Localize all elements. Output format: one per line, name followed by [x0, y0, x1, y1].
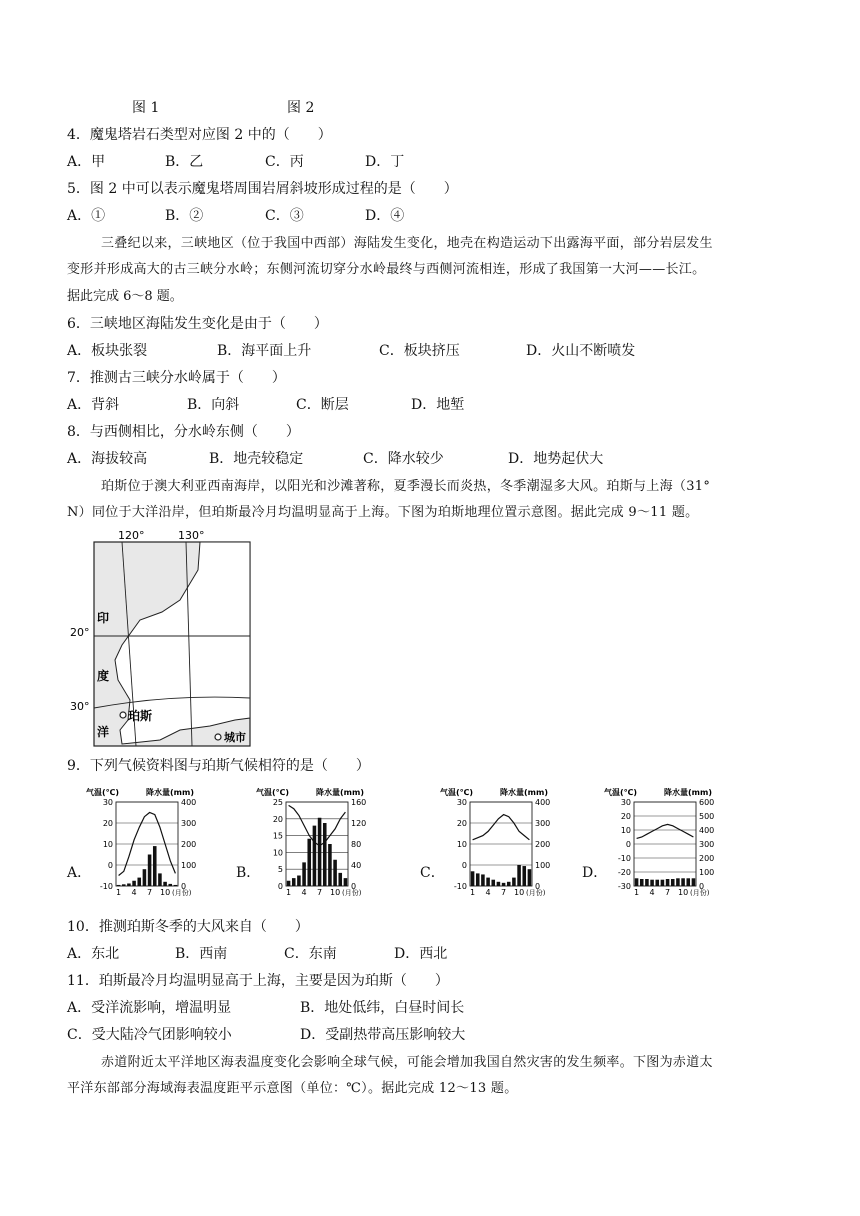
option-d[interactable]: D．丁: [365, 154, 405, 170]
figure-caption-2: 图 2: [287, 100, 315, 116]
option-d[interactable]: D．受副热带高压影响较大: [300, 1027, 466, 1043]
passage-1-line-1: 三叠纪以来，三峡地区（位于我国中西部）海陆发生变化，地壳在构造运动下出露海平面，部分岩层发生: [101, 236, 713, 251]
option-b[interactable]: B．乙: [165, 154, 204, 170]
precip-bar: [148, 855, 152, 887]
precip-bar: [522, 866, 526, 886]
option-d[interactable]: D．地堑: [411, 397, 465, 413]
precip-axis-title: 降水量(mm): [500, 788, 548, 797]
temp-tick-label: -10: [453, 882, 467, 891]
option-c[interactable]: C．③: [265, 208, 304, 224]
precip-bar: [661, 880, 665, 886]
perth-location-map: [70, 530, 270, 748]
precip-bar: [686, 878, 690, 886]
precip-bar: [287, 881, 291, 886]
precip-bar: [127, 883, 131, 886]
lat-label-30: 30°: [70, 700, 90, 713]
option-a[interactable]: A．东北: [67, 946, 120, 962]
precip-bar: [645, 879, 649, 886]
precip-bar: [328, 844, 332, 886]
passage-3-line-1: 赤道附近太平洋地区海表温度变化会影响全球气候，可能会增加我国自然灾害的发生频率。下图为赤道太: [101, 1055, 713, 1070]
precip-tick-label: 200: [181, 840, 197, 849]
temp-tick-label: -30: [617, 882, 631, 891]
temperature-line: [473, 815, 530, 840]
option-d[interactable]: D．④: [365, 208, 405, 224]
question-8-options: [67, 449, 603, 469]
month-tick-label: 7: [147, 888, 153, 897]
precip-bar: [491, 880, 495, 886]
precip-tick-label: 160: [351, 798, 367, 807]
month-tick-label: 4: [485, 888, 491, 897]
precip-tick-label: 100: [181, 861, 197, 870]
climate-chart-c[interactable]: [440, 786, 572, 898]
question-6-stem: 6．三峡地区海陆发生变化是由于（ ）: [67, 316, 328, 332]
precip-bar: [676, 878, 680, 886]
passage-1-line-3: 据此完成 6～8 题。: [67, 289, 183, 304]
month-tick-label: 1: [286, 888, 292, 897]
figure-caption-1: 图 1: [132, 100, 160, 116]
ocean-label-yin: 印: [97, 611, 110, 625]
precip-tick-label: 400: [181, 798, 197, 807]
option-a[interactable]: A．背斜: [67, 397, 120, 413]
precip-bar: [692, 878, 696, 886]
temp-tick-label: -10: [617, 854, 631, 863]
question-11-options-row-2: [67, 1025, 465, 1045]
temperature-line: [637, 824, 694, 838]
option-a[interactable]: A．板块张裂: [67, 343, 148, 359]
temp-tick-label: 15: [272, 831, 283, 841]
perth-city-label: 珀斯: [128, 709, 153, 723]
precip-tick-label: 300: [181, 819, 197, 828]
precip-bar: [666, 879, 670, 886]
city-legend-icon: [215, 734, 221, 740]
precip-tick-label: 300: [535, 819, 551, 828]
passage-2-line-1: 珀斯位于澳大利亚西南海岸，以阳光和沙滩著称，夏季漫长而炎热，冬季潮湿多大风。珀斯与上海（31°: [101, 479, 711, 494]
month-tick-label: 10: [677, 888, 689, 897]
option-d[interactable]: D．火山不断喷发: [526, 343, 636, 359]
precip-axis-title: 降水量(mm): [316, 788, 364, 797]
passage-2-line-2: N）同位于大洋沿岸，但珀斯最冷月均温明显高于上海。下图为珀斯地理位置示意图。据此完成 9～11 题。: [67, 505, 699, 520]
passage-1-line-2: 变形并形成高大的古三峡分水岭；东侧河流切穿分水岭最终与西侧河流相连，形成了我国第一大河——长江。: [67, 262, 706, 277]
option-a-letter[interactable]: A．: [67, 865, 92, 881]
question-5-options: [67, 206, 404, 226]
precip-tick-label: 0: [699, 882, 705, 891]
month-tick-label: 1: [634, 888, 640, 897]
month-axis-label: (月份): [172, 889, 192, 897]
precip-bar: [476, 873, 480, 886]
temp-tick-label: 0: [461, 861, 467, 870]
precip-bar: [318, 818, 322, 886]
precip-bar: [471, 871, 475, 886]
perth-city-marker: [120, 712, 126, 718]
precip-tick-label: 40: [351, 861, 362, 870]
month-tick-label: 7: [317, 888, 323, 897]
temp-axis-title: 气温(℃): [256, 788, 289, 797]
option-b-letter[interactable]: B．: [236, 865, 261, 881]
precip-bar: [168, 884, 172, 886]
precip-bar: [671, 879, 675, 886]
temp-tick-label: 30: [620, 798, 631, 807]
temp-tick-label: 20: [456, 819, 467, 828]
climate-chart-b[interactable]: [256, 786, 388, 898]
precip-bar: [163, 882, 167, 886]
month-tick-label: 4: [301, 888, 307, 897]
precip-tick-label: 100: [535, 861, 551, 870]
precip-bar: [481, 874, 485, 886]
temp-tick-label: 20: [102, 819, 113, 828]
climate-chart-d[interactable]: [604, 786, 736, 898]
month-tick-label: 10: [159, 888, 171, 897]
option-b[interactable]: B．海平面上升: [217, 343, 312, 359]
precip-bar: [122, 884, 126, 886]
precip-bar: [313, 826, 317, 886]
lon-label-130: 130°: [178, 530, 205, 542]
option-b[interactable]: B．②: [165, 208, 204, 224]
precip-tick-label: 400: [699, 826, 715, 835]
temp-tick-label: 5: [277, 865, 283, 875]
option-b[interactable]: B．西南: [175, 946, 228, 962]
precip-bar: [132, 881, 136, 886]
ocean-label-du: 度: [97, 669, 110, 683]
precip-bar: [528, 869, 532, 886]
precip-bar: [117, 885, 121, 886]
option-a[interactable]: A．受洋流影响，增温明显: [67, 1000, 232, 1016]
ocean-label-yang: 洋: [97, 725, 110, 739]
month-axis-label: (月份): [526, 889, 546, 897]
temp-tick-label: 30: [102, 798, 113, 807]
option-d-letter[interactable]: D．: [582, 865, 608, 881]
question-7-options: [67, 395, 464, 415]
month-tick-label: 10: [329, 888, 341, 897]
question-10-options: [67, 944, 447, 964]
temp-axis-title: 气温(℃): [86, 788, 119, 797]
precip-bar: [640, 879, 644, 886]
temp-tick-label: 0: [277, 882, 283, 891]
climate-chart-a[interactable]: [86, 786, 218, 898]
precip-bar: [338, 873, 342, 886]
option-c[interactable]: C．受大陆冷气团影响较小: [67, 1027, 232, 1043]
precip-tick-label: 200: [535, 840, 551, 849]
question-4-options: [67, 152, 404, 172]
temp-tick-label: 25: [272, 798, 283, 807]
precip-tick-label: 0: [535, 882, 541, 891]
question-11-options-row-1: [67, 998, 464, 1018]
precip-bar: [650, 880, 654, 886]
option-a[interactable]: A．甲: [67, 154, 106, 170]
month-tick-label: 4: [649, 888, 655, 897]
question-6-options: [67, 341, 635, 361]
precip-bar: [307, 839, 311, 886]
month-axis-label: (月份): [690, 889, 710, 897]
precip-bar: [635, 878, 639, 886]
option-b[interactable]: B．地壳较稳定: [209, 451, 304, 467]
temp-tick-label: 30: [456, 798, 467, 807]
month-tick-label: 1: [470, 888, 476, 897]
precip-tick-label: 300: [699, 840, 715, 849]
question-11-stem: 11．珀斯最冷月均温明显高于上海，主要是因为珀斯（ ）: [67, 973, 449, 989]
temp-tick-label: 10: [620, 826, 631, 835]
option-c[interactable]: C．降水较少: [363, 451, 444, 467]
precip-tick-label: 120: [351, 819, 367, 828]
temp-tick-label: 20: [620, 812, 631, 821]
temp-tick-label: 10: [102, 840, 113, 849]
precip-bar: [297, 876, 301, 887]
precip-bar: [137, 878, 141, 886]
month-tick-label: 1: [116, 888, 122, 897]
precip-bar: [517, 865, 521, 886]
option-d[interactable]: D．地势起伏大: [508, 451, 604, 467]
question-9-stem: 9．下列气候资料图与珀斯气候相符的是（ ）: [67, 758, 370, 774]
precip-tick-label: 400: [535, 798, 551, 807]
option-a[interactable]: A．①: [67, 208, 106, 224]
temp-tick-label: -10: [99, 882, 113, 891]
temp-axis-title: 气温(℃): [604, 788, 637, 797]
precip-bar: [143, 869, 147, 886]
precip-bar: [323, 823, 327, 886]
precip-tick-label: 0: [351, 882, 357, 891]
temp-tick-label: 0: [625, 840, 631, 849]
precip-bar: [507, 882, 511, 886]
question-7-stem: 7．推测古三峡分水岭属于（ ）: [67, 370, 286, 386]
month-axis-label: (月份): [342, 889, 362, 897]
temp-tick-label: -20: [617, 868, 631, 877]
precip-bar: [502, 883, 506, 886]
precip-tick-label: 0: [181, 882, 187, 891]
temperature-line: [289, 805, 346, 845]
passage-3-line-2: 平洋东部部分海域海表温度距平示意图（单位：℃）。据此完成 12～13 题。: [67, 1081, 518, 1096]
temp-tick-label: 10: [272, 848, 283, 858]
month-tick-label: 7: [501, 888, 507, 897]
temp-tick-label: 20: [272, 814, 283, 824]
precip-tick-label: 200: [699, 854, 715, 863]
lon-label-120: 120°: [118, 530, 145, 542]
option-c[interactable]: C．丙: [265, 154, 304, 170]
temp-axis-title: 气温(℃): [440, 788, 473, 797]
precip-bar: [302, 862, 306, 886]
option-d[interactable]: D．西北: [394, 946, 448, 962]
precip-bar: [681, 878, 685, 886]
precip-tick-label: 500: [699, 812, 715, 821]
month-tick-label: 10: [513, 888, 525, 897]
precip-bar: [344, 878, 348, 886]
month-tick-label: 7: [665, 888, 671, 897]
option-a[interactable]: A．海拔较高: [67, 451, 148, 467]
option-c-letter[interactable]: C．: [420, 865, 445, 881]
precip-tick-label: 80: [351, 840, 362, 849]
precip-axis-title: 降水量(mm): [146, 788, 194, 797]
precip-bar: [153, 846, 157, 886]
option-c[interactable]: C．断层: [296, 397, 349, 413]
precip-bar: [486, 878, 490, 886]
temp-tick-label: 0: [107, 861, 113, 870]
precip-bar: [497, 882, 501, 886]
option-c[interactable]: C．板块挤压: [379, 343, 460, 359]
precip-bar: [292, 878, 296, 886]
question-5-stem: 5．图 2 中可以表示魔鬼塔周围岩屑斜坡形成过程的是（ ）: [67, 181, 458, 197]
question-8-stem: 8．与西侧相比，分水岭东侧（ ）: [67, 424, 300, 440]
lat-label-20: 20°: [70, 626, 90, 639]
precip-bar: [512, 878, 516, 886]
month-tick-label: 4: [131, 888, 137, 897]
question-4-stem: 4．魔鬼塔岩石类型对应图 2 中的（ ）: [67, 127, 332, 143]
precip-tick-label: 600: [699, 798, 715, 807]
option-b[interactable]: B．向斜: [187, 397, 240, 413]
map-legend-label: 城市: [224, 731, 246, 744]
precip-axis-title: 降水量(mm): [664, 788, 712, 797]
option-b[interactable]: B．地处低纬，白昼时间长: [300, 1000, 465, 1016]
precip-bar: [655, 880, 659, 886]
precip-bar: [158, 873, 162, 886]
option-c[interactable]: C．东南: [284, 946, 337, 962]
map-legend: [213, 728, 269, 746]
question-10-stem: 10．推测珀斯冬季的大风来自（ ）: [67, 919, 309, 935]
precip-tick-label: 100: [699, 868, 715, 877]
temp-tick-label: 10: [456, 840, 467, 849]
precip-bar: [174, 885, 178, 886]
precip-bar: [333, 860, 337, 886]
